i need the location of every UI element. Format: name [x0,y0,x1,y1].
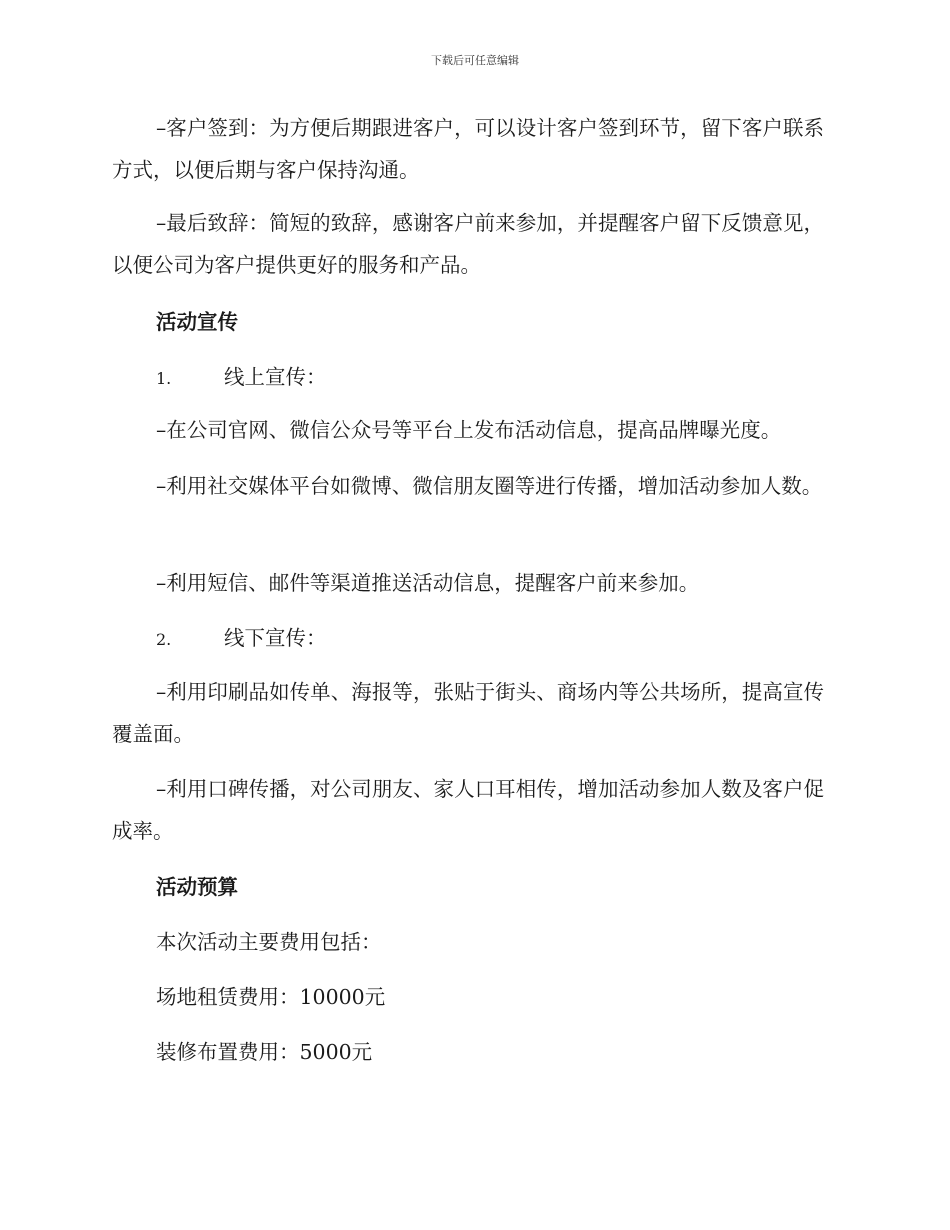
list-item: –利用短信、邮件等渠道推送活动信息，提醒客户前来参加。 [156,571,700,595]
heading-promotion: 活动宣传 [156,310,238,334]
list-number: 2. [156,630,172,649]
budget-item: 场地租赁费用：10000元 [156,985,386,1009]
budget-item: 装修布置费用：5000元 [156,1040,373,1064]
paragraph-customer-signin: –客户签到：为方便后期跟进客户，可以设计客户签到环节，留下客户联系方式，以便后期与客户保持沟通。 [112,116,824,182]
list-label: 线下宣传： [224,626,327,650]
heading-budget: 活动预算 [156,875,238,899]
numbered-item-online [156,363,327,393]
list-item: –利用印刷品如传单、海报等，张贴于街头、商场内等公共场所，提高宣传覆盖面。 [112,680,824,746]
budget-intro: 本次活动主要费用包括： [156,930,382,954]
list-item: –利用口碑传播，对公司朋友、家人口耳相传，增加活动参加人数及客户促成率。 [112,777,824,843]
page-header: 下载后可任意编辑 [431,54,519,67]
list-label: 线上宣传： [224,365,327,389]
paragraph-closing-speech: –最后致辞：简短的致辞，感谢客户前来参加，并提醒客户留下反馈意见，以便公司为客户提供更好的服务和产品。 [112,211,824,277]
list-item: –利用社交媒体平台如微博、微信朋友圈等进行传播，增加活动参加人数。 [156,474,823,498]
numbered-item-offline [156,624,327,654]
list-item: –在公司官网、微信公众号等平台上发布活动信息，提高品牌曝光度。 [156,418,782,442]
list-number: 1. [156,369,172,388]
